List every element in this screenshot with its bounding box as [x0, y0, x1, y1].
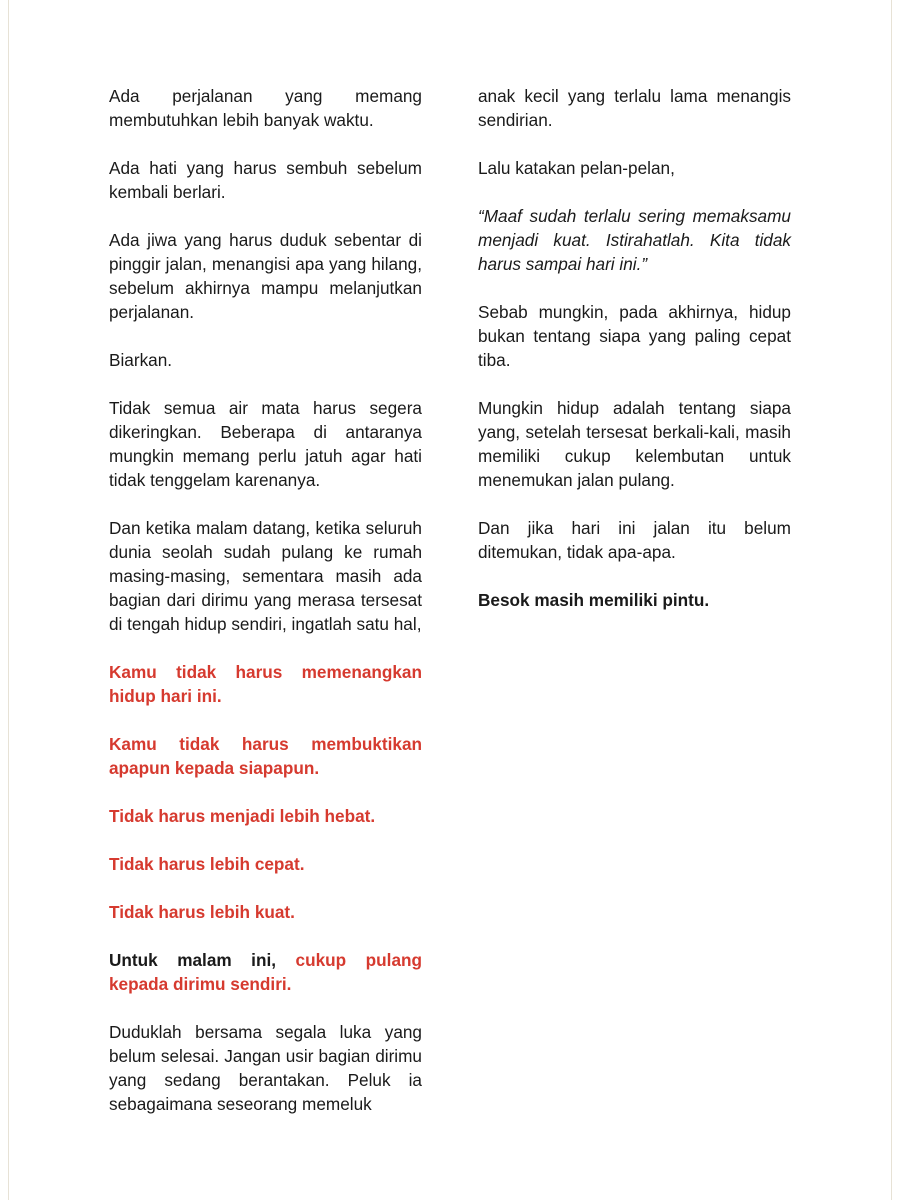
emphasis-line: Kamu tidak harus membuktikan apapun kepada siapapun. — [109, 734, 422, 778]
mixed-black-text: Untuk malam ini, — [109, 950, 277, 970]
emphasis-line: Kamu tidak harus memenangkan hidup hari ini. — [109, 662, 422, 706]
paragraph: Duduklah bersama segala luka yang belum selesai. Jangan usir bagian dirimu yang sedang berantakan. Peluk ia sebagaimana seseorang memeluk — [109, 1022, 422, 1114]
paragraph: Ada hati yang harus sembuh sebelum kembali berlari. — [109, 158, 422, 202]
emphasis-line: Tidak harus lebih kuat. — [109, 902, 295, 922]
quote: “Maaf sudah terlalu sering memaksamu menjadi kuat. Istirahatlah. Kita tidak harus sampai hari ini.” — [478, 206, 791, 274]
closing-line: Besok masih memiliki pintu. — [478, 590, 710, 610]
page-edge-right — [891, 0, 892, 1200]
paragraph: Lalu katakan pelan-pelan, — [478, 158, 675, 178]
paragraph: Dan ketika malam datang, ketika seluruh dunia seolah sudah pulang ke rumah masing-masing, sementara masih ada bagian dari dirimu yang merasa tersesat di tengah hidup sendiri, ingatlah satu hal, — [109, 518, 422, 634]
left-column — [109, 84, 422, 1140]
mixed-red-text: cukup pulang kepada dirimu sendiri. — [109, 950, 423, 994]
paragraph: anak kecil yang terlalu lama menangis sendirian. — [478, 86, 791, 130]
emphasis-line: Tidak harus menjadi lebih hebat. — [109, 806, 376, 826]
right-column — [478, 84, 791, 636]
mixed-emphasis-line — [109, 948, 422, 996]
paragraph: Ada jiwa yang harus duduk sebentar di pinggir jalan, menangisi apa yang hilang, sebelum akhirnya mampu melanjutkan perjalanan. — [109, 230, 422, 322]
paragraph: Tidak semua air mata harus segera dikeringkan. Beberapa di antaranya mungkin memang perlu jatuh agar hati tidak tenggelam karenanya. — [109, 398, 422, 490]
emphasis-line: Tidak harus lebih cepat. — [109, 854, 305, 874]
paragraph: Sebab mungkin, pada akhirnya, hidup bukan tentang siapa yang paling cepat tiba. — [478, 302, 791, 370]
paragraph: Dan jika hari ini jalan itu belum ditemukan, tidak apa-apa. — [478, 518, 791, 562]
paragraph: Biarkan. — [109, 350, 173, 370]
page-edge-left — [8, 0, 9, 1200]
paragraph: Mungkin hidup adalah tentang siapa yang, setelah tersesat berkali-kali, masih memiliki cukup kelembutan untuk menemukan jalan pulang. — [478, 398, 791, 490]
paragraph: Ada perjalanan yang memang membutuhkan lebih banyak waktu. — [109, 86, 422, 130]
